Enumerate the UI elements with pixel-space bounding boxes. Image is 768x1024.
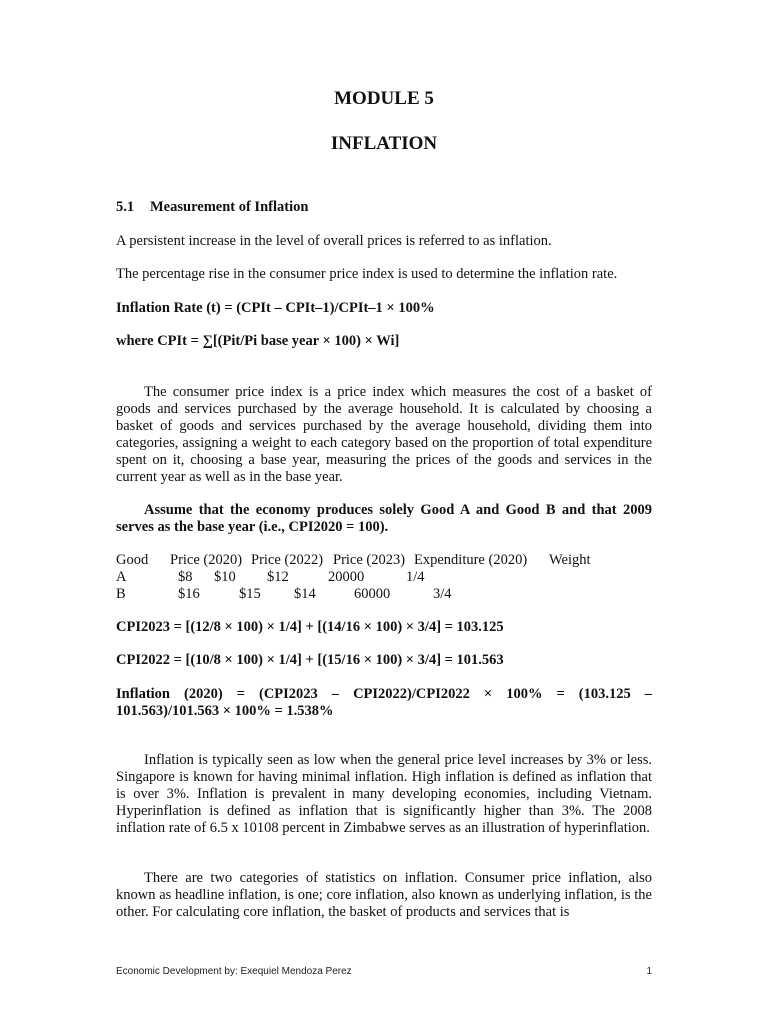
module-title: MODULE 5 (334, 88, 434, 109)
chapter-title: INFLATION (330, 133, 438, 154)
table-row (116, 586, 652, 603)
table-cell: $12 (267, 569, 289, 585)
cpi-paragraph: The consumer price index is a price index which measures the cost of a basket of goods and services purchased by the average household. It is calculated by choosing a basket of goods and services purchased by the average household, dividing them into categories, assigning a weight to each category based on the proportion of total expenditure spent on it, choosing a base year, measuring the prices of the goods and services in the current year as well as in the base year. (116, 384, 652, 485)
table-cell: $8 (178, 569, 193, 585)
table-header-row (116, 552, 652, 569)
section-number: 5.1 (116, 199, 135, 215)
table-cell: A (116, 569, 127, 585)
page-number: 1 (646, 966, 652, 977)
table-header: Price (2022) (251, 552, 324, 568)
inflation-calculation: Inflation (2020) = (CPI2023 – CPI2022)/CPI2022 × 100% = (103.125 – 101.563)/101.563 × 100% = 1.538% (116, 686, 652, 719)
table-header: Price (2020) (170, 552, 243, 568)
cpi2023-calculation: CPI2023 = [(12/8 × 100) × 1/4] + [(14/16 × 100) × 3/4] = 103.125 (116, 619, 504, 635)
table-cell: $14 (294, 586, 316, 602)
table-header: Price (2023) (333, 552, 406, 568)
assumption-paragraph: Assume that the economy produces solely Good A and Good B and that 2009 serves as the base year (i.e., CPI2020 = 100). (116, 502, 652, 535)
section-title: Measurement of Inflation (150, 199, 309, 215)
table-cell: 20000 (328, 569, 365, 585)
intro-definition: A persistent increase in the level of overall prices is referred to as inflation. (116, 233, 552, 249)
table-header: Weight (549, 552, 591, 568)
table-cell: $16 (178, 586, 200, 602)
footer-author: Economic Development by: Exequiel Mendoza Perez (116, 966, 352, 977)
document-page (116, 0, 652, 1024)
table-cell: 60000 (354, 586, 391, 602)
table-cell: 1/4 (406, 569, 425, 585)
cpi2022-calculation: CPI2022 = [(10/8 × 100) × 1/4] + [(15/16 × 100) × 3/4] = 101.563 (116, 652, 504, 668)
table-cell: $15 (239, 586, 261, 602)
table-cell: 3/4 (433, 586, 452, 602)
table-cell: $10 (214, 569, 236, 585)
table-header: Good (116, 552, 149, 568)
table-row (116, 569, 652, 586)
cpi-formula: where CPIt = ∑[(Pit/Pi base year × 100) × Wi] (116, 333, 400, 349)
inflation-rate-formula: Inflation Rate (t) = (CPIt – CPIt–1)/CPIt–1 × 100% (116, 300, 435, 316)
intro-rate: The percentage rise in the consumer price index is used to determine the inflation rate. (116, 266, 618, 282)
inflation-levels-paragraph: Inflation is typically seen as low when the general price level increases by 3% or less. Singapore is known for having minimal inflation. High inflation is defined as inflation that is over 3%. Inflation is prevalent in many developing economies, including Vietnam. Hyperinflation is defined as inflation that is significantly higher than 3%. The 2008 inflation rate of 6.5 x 10108 percent in Zimbabwe serves as an illustration of hyperinflation. (116, 752, 652, 836)
section-heading (116, 199, 308, 216)
inflation-categories-paragraph: There are two categories of statistics on inflation. Consumer price inflation, also known as headline inflation, is one; core inflation, also known as underlying inflation, is the other. For calculating core inflation, the basket of products and services that is (116, 870, 652, 920)
table-cell: B (116, 586, 126, 602)
table-header: Expenditure (2020) (414, 552, 528, 568)
